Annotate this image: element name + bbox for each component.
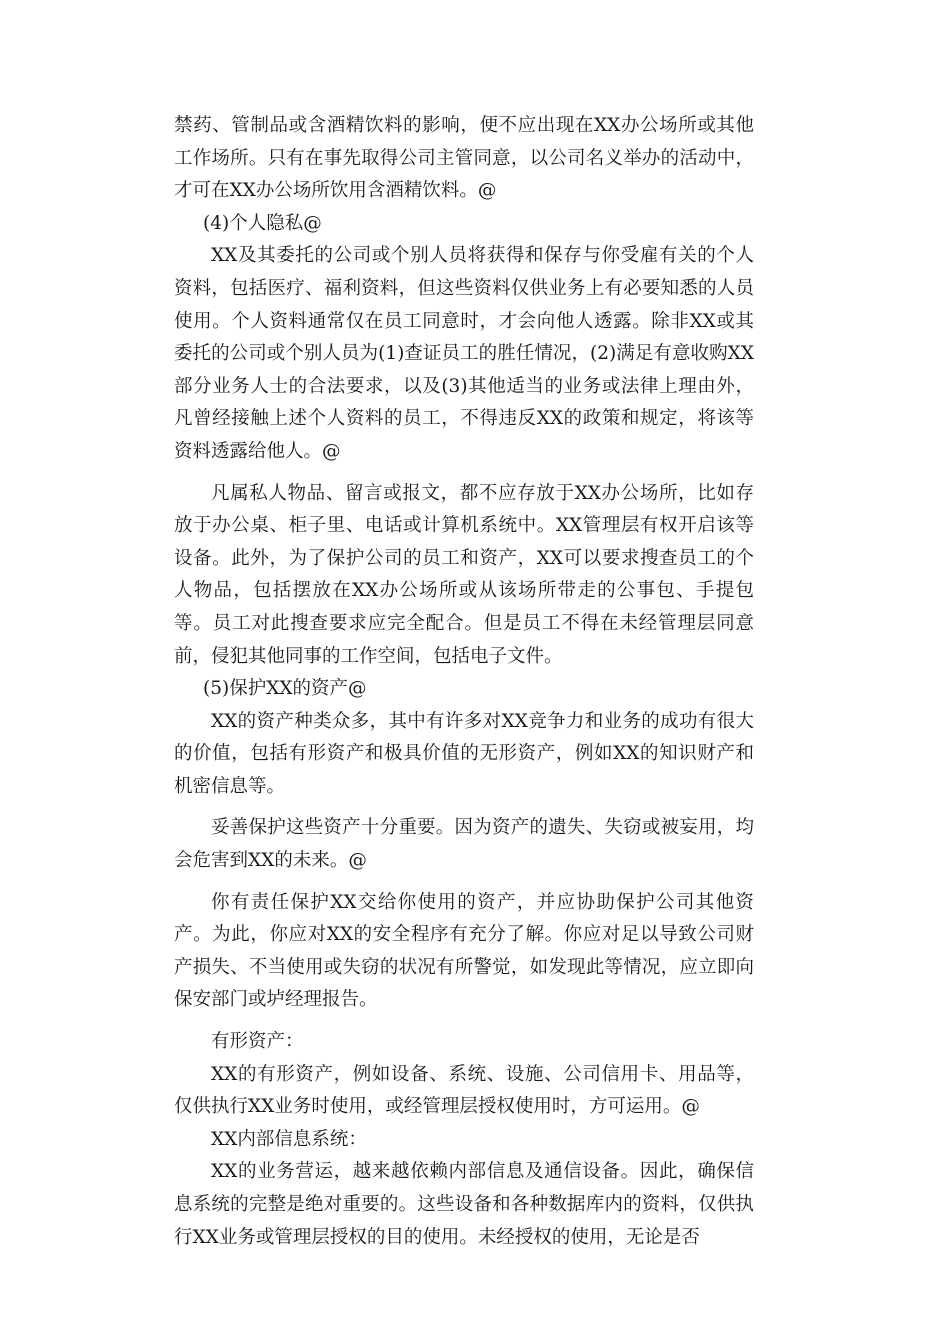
paragraph-1: 禁药、管制品或含酒精饮料的影响，便不应出现在XX办公场所或其他工作场所。只有在事先取得公司主管同意，以公司名义举办的活动中，才可在XX办公场所饮用含酒精饮料。@ <box>174 115 754 202</box>
paragraph-info-systems: XX的业务营运，越来越依赖内部信息及通信设备。因此，确保信息系统的完整是绝对重要的。这些设备和各种数据库内的资料，仅供执行XX业务或管理层授权的目的使用。未经授权的使用，无论是否 <box>174 1161 754 1248</box>
section-heading-personal-privacy: (4)个人隐私@ <box>203 212 322 234</box>
section-heading-protect-assets: (5)保护XX的资产@ <box>203 678 367 700</box>
paragraph-personal-data: XX及其委托的公司或个别人员将获得和保存与你受雇有关的个人资料，包括医疗、福利资料，但这些资料仅供业务上有必要知悉的人员使用。个人资料通常仅在员工同意时，才会向他人透露。除非XX或其委托的公司或个别人员为(1)查证员工的胜任情况，(2)满足有意收购XX部分业务人士的合法要求，以及(3)其他适当的业务或法律上理由外，凡曾经接触上述个人资料的员工，不得违反XX的政策和规定，将该等资料透露给他人。@ <box>174 245 754 462</box>
paragraph-tangible-assets: XX的有形资产，例如设备、系统、设施、公司信用卡、用品等，仅供执行XX业务时使用，或经管理层授权使用时，方可运用。@ <box>174 1063 754 1118</box>
paragraph-responsibility: 你有责任保护XX交给你使用的资产，并应协助保护公司其他资产。为此，你应对XX的安全程序有充分了解。你应对足以导致公司财产损失、不当使用或失窃的状况有所警觉，如发现此等情况，应立即向保安部门或垆经理报告。 <box>174 891 754 1011</box>
document-body <box>174 110 754 1254</box>
subheading-tangible-assets: 有形资产： <box>211 1031 304 1053</box>
paragraph-personal-items: 凡属私人物品、留言或报文，都不应存放于XX办公场所，比如存放于办公桌、柜子里、电话或计算机系统中。XX管理层有权开启该等设备。此外，为了保护公司的员工和资产，XX可以要求搜查员工的个人物品，包括摆放在XX办公场所或从该场所带走的公事包、手提包等。员工对此搜查要求应完全配合。但是员工不得在未经管理层同意前，侵犯其他同事的工作空间，包括电子文件。 <box>174 482 754 667</box>
paragraph-asset-types: XX的资产种类众多，其中有许多对XX竞争力和业务的成功有很大的价值，包括有形资产和极具价值的无形资产，例如XX的知识财产和机密信息等。 <box>174 710 754 797</box>
paragraph-protect-importance: 妥善保护这些资产十分重要。因为资产的遗失、失窃或被妄用，均会危害到XX的未来。@ <box>174 817 754 872</box>
subheading-internal-info-systems: XX内部信息系统： <box>211 1128 367 1150</box>
